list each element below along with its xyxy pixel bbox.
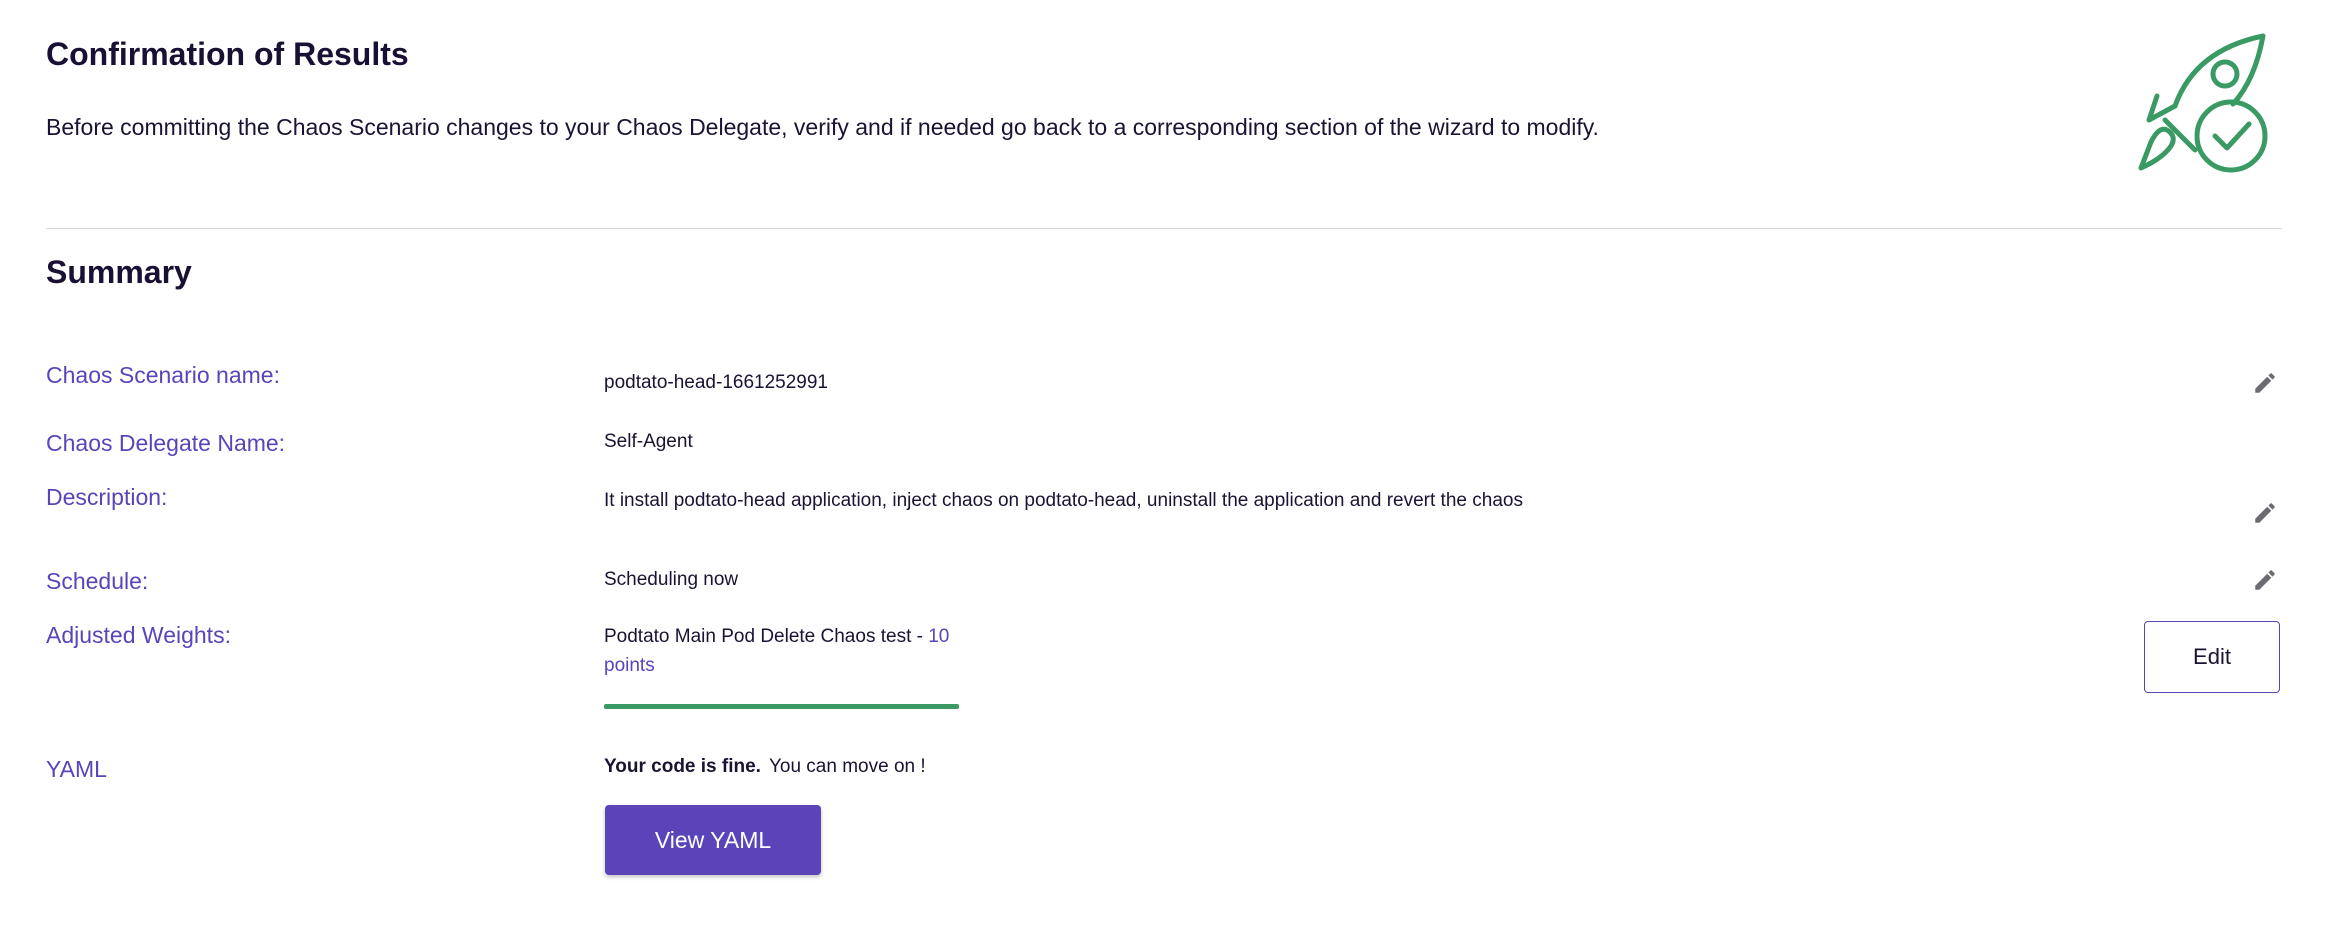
weight-points-unit: points (604, 655, 655, 676)
yaml-label: YAML (46, 756, 107, 782)
edit-scenario-name-pencil-icon[interactable] (2252, 370, 2278, 396)
summary-title: Summary (46, 254, 192, 290)
section-divider (46, 228, 2282, 229)
schedule-value: Scheduling now (604, 569, 739, 590)
adjusted-weights-label: Adjusted Weights: (46, 622, 231, 648)
view-yaml-button[interactable]: View YAML (605, 805, 821, 875)
edit-schedule-pencil-icon[interactable] (2252, 567, 2278, 593)
weight-points-value: 10 (928, 626, 950, 647)
yaml-status-bold: Your code is fine. (604, 756, 761, 777)
edit-weights-button[interactable]: Edit (2144, 621, 2280, 693)
rocket-check-icon (2125, 30, 2275, 180)
yaml-status (604, 756, 926, 778)
weight-progress-fill (604, 704, 959, 709)
weight-test-name: Podtato Main Pod Delete Chaos test - (604, 626, 929, 647)
description-value: It install podtato-head application, inject chaos on podtato-head, uninstall the application and revert the chaos (604, 490, 1523, 511)
yaml-status-text: You can move on ! (768, 756, 926, 777)
weight-progress-bar (604, 704, 959, 709)
scenario-name-label: Chaos Scenario name: (46, 362, 280, 388)
schedule-label: Schedule: (46, 568, 149, 594)
scenario-name-value: podtato-head-1661252991 (604, 372, 828, 393)
delegate-name-label: Chaos Delegate Name: (46, 430, 286, 456)
weight-entry (604, 622, 984, 680)
page-title: Confirmation of Results (46, 36, 409, 72)
page-description: Before committing the Chaos Scenario changes to your Chaos Delegate, verify and if needed go back to a corresponding section of the wizard to modify. (46, 114, 1599, 140)
description-label: Description: (46, 484, 168, 510)
delegate-name-value: Self-Agent (604, 431, 693, 452)
edit-description-pencil-icon[interactable] (2252, 500, 2278, 526)
